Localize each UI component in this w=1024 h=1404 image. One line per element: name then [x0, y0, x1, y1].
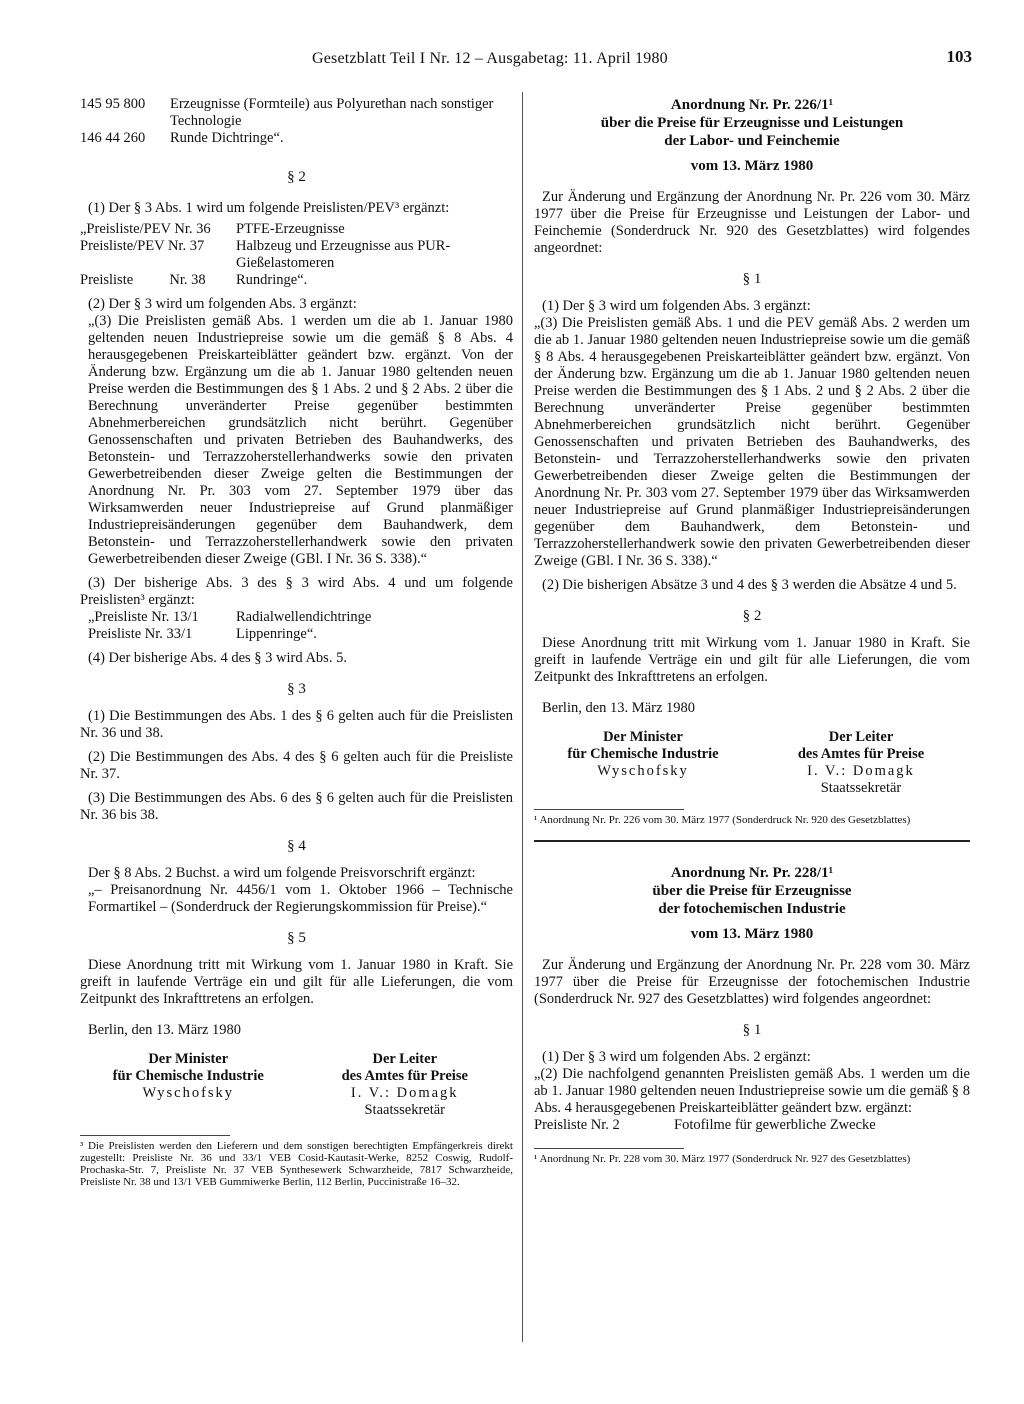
footnote: ³ Die Preislisten werden den Lieferern und dem sonstigen berechtigten Empfängerkreis direkt zugestellt: Preisliste Nr. 36 und 33/1 VEB Cosid-Kautasit-Werke, 8252 Coswig, Rudolf-Prochaska-Str. 7, Preisliste Nr. 37 VEB Synthesewerk Schwarzheide, 7817 Schwarzheide, Preisliste Nr. 38 und 13/1 VEB Gummiwerke Berlin, 112 Berlin, Puccinistraße 16–32. [80, 1140, 513, 1188]
paragraph: (2) Die Bestimmungen des Abs. 4 des § 6 gelten auch für die Preisliste Nr. 37. [80, 749, 513, 782]
item-number: 146 44 260 [80, 130, 146, 146]
item-text: Erzeugnisse (Formteile) aus Polyurethan nach sonstiger Technologie [170, 96, 494, 129]
ordinance-title: Anordnung Nr. Pr. 226/1¹ [670, 97, 834, 113]
section-heading: § 5 [287, 930, 306, 946]
list-key: Preisliste/PEV Nr. 37 [80, 238, 205, 254]
signatory-title: Der Leiter [828, 729, 894, 745]
page-number: 103 [946, 47, 972, 66]
section-divider [534, 840, 970, 842]
list-value: Fotofilme für gewerbliche Zwecke [674, 1117, 876, 1133]
list-item [80, 626, 513, 643]
paragraph: (1) Die Bestimmungen des Abs. 1 des § 6 gelten auch für die Preislisten Nr. 36 und 38. [80, 708, 513, 741]
list-item [80, 238, 513, 272]
signatory-office: für Chemische Industrie [567, 746, 719, 762]
section-heading: § 1 [742, 271, 762, 287]
footnote: ¹ Anordnung Nr. Pr. 226 vom 30. März 1977 (Sonderdruck Nr. 920 des Gesetzblattes) [534, 814, 911, 826]
list-item [80, 130, 513, 147]
footnote: ¹ Anordnung Nr. Pr. 228 vom 30. März 1977 (Sonderdruck Nr. 927 des Gesetzblattes) [534, 1153, 911, 1165]
list-key: Preisliste Nr. 2 [534, 1117, 620, 1133]
signature-block [534, 729, 752, 797]
paragraph: Zur Änderung und Ergänzung der Anordnung Nr. Pr. 226 vom 30. März 1977 über die Preise für Erzeugnisse und Leistungen der Labor- und Feinchemie (Sonderdruck Nr. 920 des Gesetzblattes) wird folgendes angeordnet: [534, 189, 970, 256]
list-item [80, 96, 513, 130]
signatory-name: I. V.: Domagk [807, 763, 915, 779]
signatory-office: des Amtes für Preise [341, 1068, 468, 1084]
signatory-title: Der Leiter [372, 1051, 438, 1067]
ordinance-subtitle: über die Preise für Erzeugnisse und Leistungen [600, 115, 904, 131]
list-key: „Preisliste/PEV Nr. 36 [80, 221, 211, 237]
list-item [80, 609, 513, 626]
quoted-paragraph: „(3) Die Preislisten gemäß Abs. 1 und die PEV gemäß Abs. 2 werden um die ab 1. Januar 1980 geltenden neuen Industriepreise sowie um die gemäß § 8 Abs. 4 herausgegebenen Preiskarteiblätter geändert bzw. ergänzt. Von der Änderung bzw. Ergänzung um die ab 1. Januar 1980 geltenden neuen Preise werden die Bestimmungen des § 1 Abs. 2 und § 2 Abs. 2 über die Berechnung unveränderter Preise gegenüber bestimmten Abnehmerbereichen grundsätzlich nicht berührt. Gegenüber Genossenschaften und privaten Betrieben des Bauhandwerks, des Betonstein- und Terrazzoherstellerhandwerks sowie den privaten Gewerbetreibenden dieser Zweige gelten die Bestimmungen der Anordnung Nr. Pr. 303 vom 27. September 1979 über das Wirksamwerden neuer Industriepreise auf Grund planmäßiger Industriepreisänderungen gegenüber dem Bauhandwerk, dem Betonstein- und Terrazzoherstellerhandwerk sowie den privaten Gewerbetreibenden dieser Zweige (GBl. I Nr. 36 S. 338).“ [534, 315, 970, 569]
place-date: Berlin, den 13. März 1980 [542, 700, 696, 716]
list-key: „Preisliste Nr. 13/1 [88, 609, 199, 625]
list-value: Halbzeug und Erzeugnisse aus PUR-Gießelastomeren [236, 238, 451, 271]
list-value: Rundringe“. [236, 272, 308, 288]
signatory-role: Staatssekretär [820, 780, 902, 796]
ordinance-subtitle: der fotochemischen Industrie [658, 901, 846, 917]
signatory-name: I. V.: Domagk [350, 1085, 459, 1101]
paragraph: (1) Der § 3 wird um folgenden Abs. 3 ergänzt: [542, 298, 811, 314]
list-key: Preisliste Nr. 38 [80, 272, 206, 288]
list-value: Lippenringe“. [236, 626, 317, 642]
list-item [80, 272, 513, 289]
paragraph: Diese Anordnung tritt mit Wirkung vom 1. Januar 1980 in Kraft. Sie greift in laufende Verträge ein und gilt für alle Lieferungen, die vom Zeitpunkt des Inkrafttretens an erfolgen. [534, 635, 970, 685]
signatory-title: Der Minister [148, 1051, 229, 1067]
list-item [534, 1117, 970, 1134]
quoted-paragraph: „– Preisanordnung Nr. 4456/1 vom 1. Oktober 1966 – Technische Formartikel – (Sonderdruck der Regierungskommission für Preise).“ [88, 882, 513, 915]
signatures [534, 729, 970, 797]
signatures [80, 1051, 513, 1119]
ordinance-title: Anordnung Nr. Pr. 228/1¹ [670, 865, 834, 881]
signatory-name: Wyschofsky [142, 1085, 235, 1101]
place-date: Berlin, den 13. März 1980 [88, 1022, 242, 1038]
signature-block [752, 729, 970, 797]
ordinance-date: vom 13. März 1980 [690, 158, 814, 174]
paragraph: (1) Der § 3 Abs. 1 wird um folgende Preislisten/PEV³ ergänzt: [88, 200, 450, 216]
signatory-title: Der Minister [603, 729, 683, 745]
quoted-paragraph: „(2) Die nachfolgend genannten Preislisten gemäß Abs. 1 werden um die ab 1. Januar 1980 geltenden neuen Industriepreise sowie um die gemäß § 8 Abs. 4 herausgegebenen Preiskarteiblätter geändert bzw. ergänzt: [534, 1066, 970, 1116]
header-title: Gesetzblatt Teil I Nr. 12 – Ausgabetag: 11. April 1980 [312, 50, 668, 67]
list-value: Radialwellendichtringe [236, 609, 372, 625]
signatory-office: des Amtes für Preise [797, 746, 925, 762]
footnote-rule [80, 1135, 230, 1136]
column-divider [522, 92, 523, 1342]
ordinance-date: vom 13. März 1980 [690, 926, 814, 942]
signatory-role: Staatssekretär [364, 1102, 446, 1118]
section-heading: § 3 [287, 681, 306, 697]
paragraph: (1) Der § 3 wird um folgenden Abs. 2 ergänzt: [542, 1049, 811, 1065]
signature-block [297, 1051, 514, 1119]
signatory-office: für Chemische Industrie [112, 1068, 264, 1084]
list-value: PTFE-Erzeugnisse [236, 221, 345, 237]
list-item [80, 221, 513, 238]
item-number: 145 95 800 [80, 96, 146, 112]
paragraph: (3) Der bisherige Abs. 3 des § 3 wird Abs. 4 und um folgende Preislisten³ ergänzt: [80, 575, 513, 608]
section-heading: § 4 [287, 838, 306, 854]
right-column [534, 96, 970, 1165]
paragraph: (2) Der § 3 wird um folgenden Abs. 3 ergänzt: [88, 296, 357, 312]
section-heading: § 2 [287, 169, 306, 185]
ordinance-subtitle: über die Preise für Erzeugnisse [652, 883, 852, 899]
section-heading: § 2 [742, 608, 762, 624]
list-key: Preisliste Nr. 33/1 [88, 626, 193, 642]
section-heading: § 1 [742, 1022, 762, 1038]
paragraph: (4) Der bisherige Abs. 4 des § 3 wird Abs. 5. [88, 650, 347, 666]
paragraph: Zur Änderung und Ergänzung der Anordnung Nr. Pr. 228 vom 30. März 1977 über die Preise für Erzeugnisse der fotochemischen Industrie (Sonderdruck Nr. 927 des Gesetzblattes) wird folgendes angeordnet: [534, 957, 970, 1007]
paragraph: Der § 8 Abs. 2 Buchst. a wird um folgende Preisvorschrift ergänzt: [88, 865, 476, 881]
signature-block [80, 1051, 297, 1119]
quoted-paragraph: „(3) Die Preislisten gemäß Abs. 1 werden um die ab 1. Januar 1980 geltenden neuen Industriepreise sowie um die gemäß § 8 Abs. 4 herausgegebenen Preiskarteiblätter geändert bzw. ergänzt. Von der Änderung bzw. Ergänzung um die ab 1. Januar 1980 geltenden neuen Preise werden die Bestimmungen des § 1 Abs. 2 und § 2 Abs. 2 über die Berechnung unveränderter Preise gegenüber bestimmten Abnehmerbereichen grundsätzlich nicht berührt. Gegenüber Genossenschaften und privaten Betrieben des Bauhandwerks, des Betonstein- und Terrazzoherstellerhandwerks sowie den privaten Gewerbetreibenden dieser Zweige gelten die Bestimmungen der Anordnung Nr. Pr. 303 vom 27. September 1979 über das Wirksamwerden neuer Industriepreise auf Grund planmäßiger Industriepreisänderungen gegenüber dem Bauhandwerk, dem Betonstein- und Terrazzoherstellerhandwerk sowie den privaten Gewerbetreibenden dieser Zweige (GBl. I Nr. 36 S. 338).“ [88, 313, 513, 567]
ordinance-subtitle: der Labor- und Feinchemie [664, 133, 840, 149]
paragraph: Diese Anordnung tritt mit Wirkung vom 1. Januar 1980 in Kraft. Sie greift in laufende Verträge ein und gilt für alle Lieferungen, die vom Zeitpunkt des Inkrafttretens an erfolgen. [80, 957, 513, 1007]
signatory-name: Wyschofsky [597, 763, 689, 779]
left-column [80, 96, 513, 1188]
running-header [80, 48, 976, 70]
item-text: Runde Dichtringe“. [170, 130, 284, 146]
paragraph: (3) Die Bestimmungen des Abs. 6 des § 6 gelten auch für die Preislisten Nr. 36 bis 38. [80, 790, 513, 823]
paragraph: (2) Die bisherigen Absätze 3 und 4 des § 3 werden die Absätze 4 und 5. [542, 577, 957, 593]
footnote-rule [534, 1148, 684, 1149]
footnote-rule [534, 809, 684, 810]
